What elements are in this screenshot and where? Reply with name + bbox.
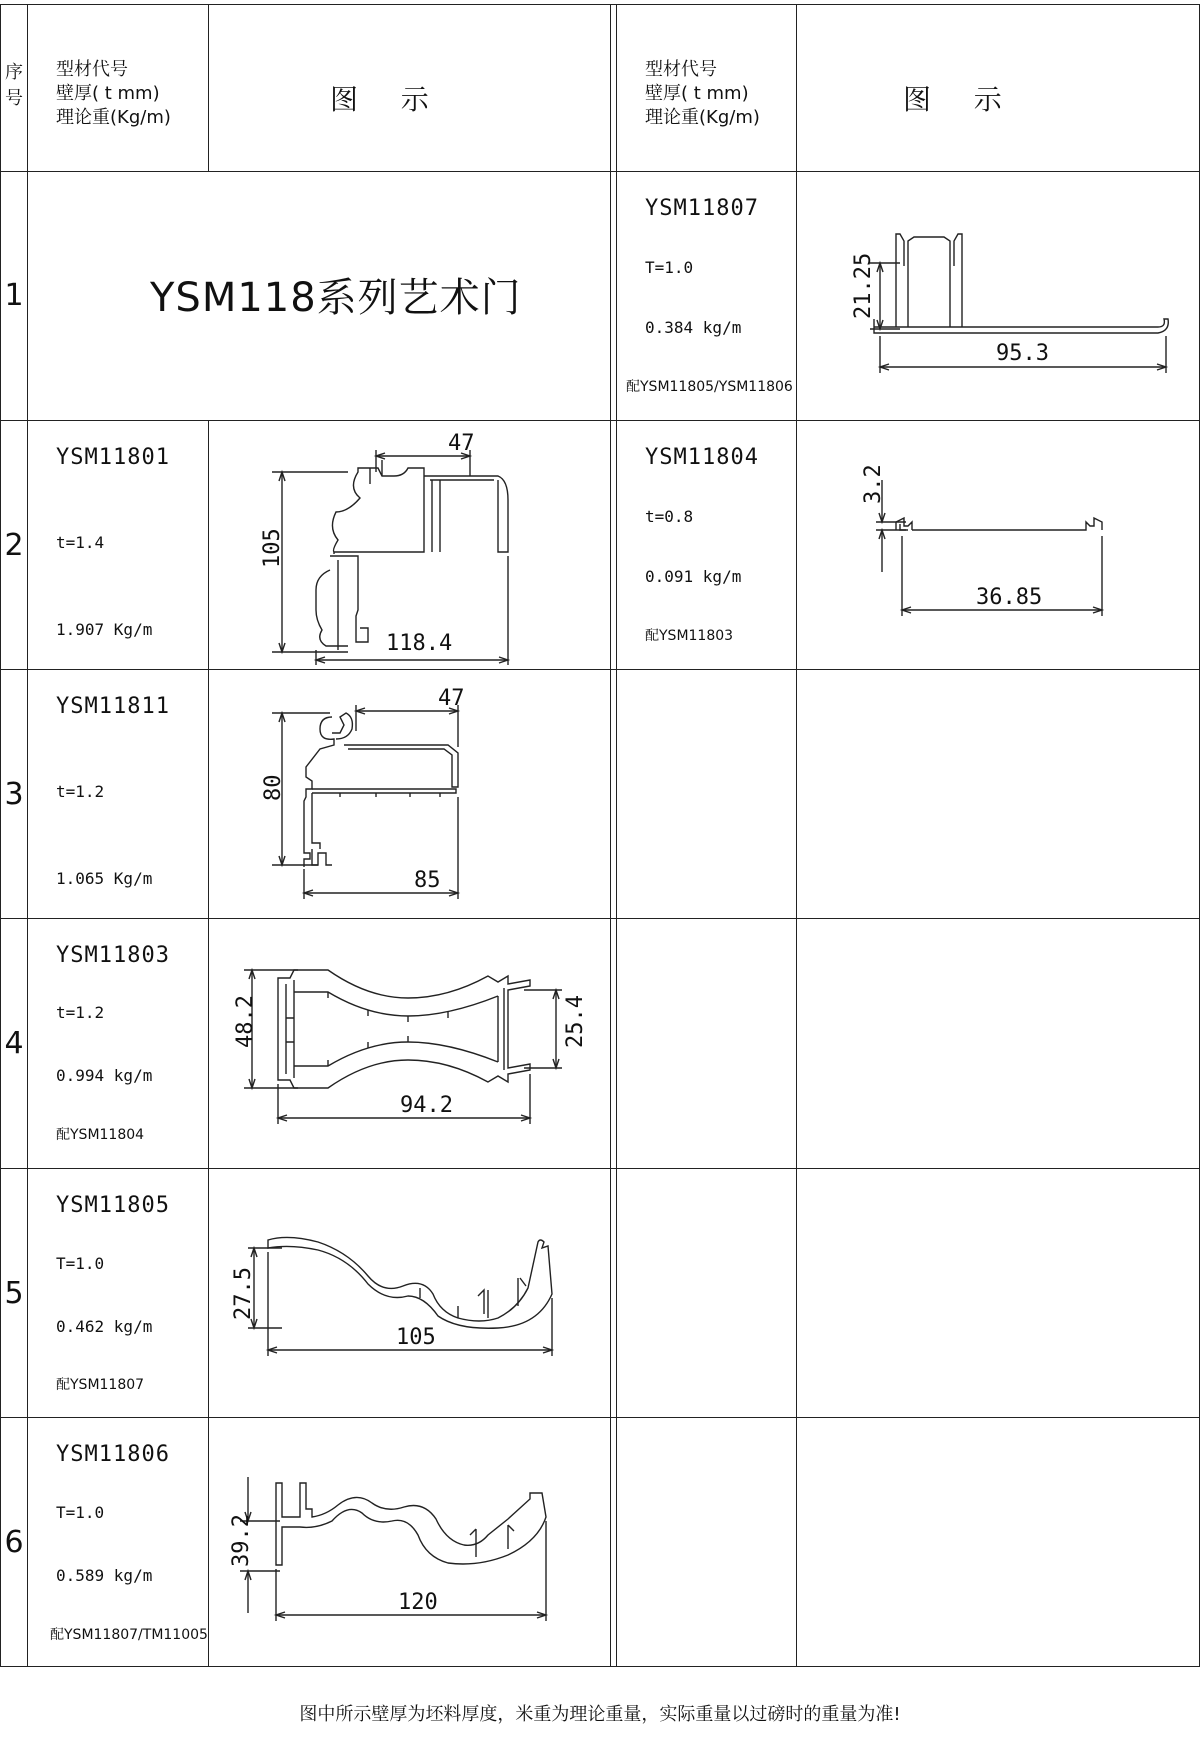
grid-line: [0, 4, 1, 1666]
theoretical-weight: 0.994 kg/m: [56, 1066, 153, 1085]
seq-number: 2: [4, 528, 24, 563]
dim-label: 80: [261, 774, 286, 801]
grid-line: [208, 4, 209, 171]
dim-label: 120: [398, 1590, 438, 1615]
code-header: 型材代号 壁厚( t mm) 理论重(Kg/m): [56, 59, 171, 128]
seq-number: 5: [4, 1276, 24, 1311]
profile-drawing-ysm11804: [796, 420, 1199, 669]
seq-number: 6: [4, 1525, 24, 1560]
wall-thickness: t=0.8: [645, 507, 694, 526]
grid-line: [27, 4, 28, 1666]
dim-label: 25.4: [563, 995, 588, 1048]
dim-label: 27.5: [231, 1267, 256, 1320]
theoretical-weight: 0.589 kg/m: [56, 1566, 153, 1585]
wall-thickness: t=1.4: [56, 533, 105, 552]
matching-note: 配YSM11807/TM11005: [50, 1627, 208, 1643]
profile-code: YSM11801: [56, 445, 170, 470]
profile-code: YSM11805: [56, 1193, 170, 1218]
footer-note: 图中所示壁厚为坯料厚度，米重为理论重量，实际重量以过磅时的重量为准!: [299, 1704, 901, 1725]
theoretical-weight: 0.462 kg/m: [56, 1317, 153, 1336]
profile-code: YSM11807: [645, 196, 759, 221]
dim-label: 36.85: [976, 585, 1043, 610]
grid-line: [610, 4, 611, 1666]
dim-label: 105: [260, 528, 285, 568]
theoretical-weight: 0.384 kg/m: [645, 318, 742, 337]
profile-drawing-ysm11807: [796, 171, 1199, 420]
figure-header-right: 图 示: [903, 83, 1006, 116]
wall-thickness: T=1.0: [56, 1254, 105, 1273]
profile-drawing-ysm11806: [208, 1417, 610, 1666]
theoretical-weight: 0.091 kg/m: [645, 567, 742, 586]
wall-thickness: T=1.0: [645, 258, 694, 277]
profile-drawing-ysm11803: [208, 918, 610, 1167]
seq-number: 3: [4, 777, 24, 812]
seq-number: 4: [4, 1026, 24, 1061]
dim-label: 39.2: [229, 1514, 254, 1567]
dim-label: 47: [448, 431, 475, 456]
dim-label: 85: [414, 868, 441, 893]
grid-line: [0, 1666, 1200, 1667]
dim-label: 95.3: [996, 341, 1049, 366]
code-header-right: 型材代号 壁厚( t mm) 理论重(Kg/m): [645, 59, 760, 128]
dim-label: 21.25: [851, 252, 876, 319]
seq-number: 1: [4, 278, 24, 313]
dim-label: 105: [396, 1325, 436, 1350]
dim-label: 94.2: [400, 1093, 453, 1118]
profile-code: YSM11804: [645, 445, 759, 470]
series-title: YSM118系列艺术门: [150, 275, 522, 321]
dim-label: 48.2: [233, 995, 258, 1048]
profile-code: YSM11806: [56, 1442, 170, 1467]
dim-label: 47: [438, 686, 465, 711]
matching-note: 配YSM11804: [56, 1127, 145, 1143]
grid-line: [0, 4, 1200, 5]
profile-drawing-ysm11801: [208, 420, 610, 669]
figure-header: 图 示: [330, 83, 433, 116]
wall-thickness: T=1.0: [56, 1503, 105, 1522]
profile-drawing-ysm11805: [208, 1168, 610, 1417]
seq-header: 序 号: [5, 62, 23, 109]
dim-label: 118.4: [386, 631, 453, 656]
wall-thickness: t=1.2: [56, 1003, 105, 1022]
matching-note: 配YSM11807: [56, 1377, 145, 1393]
theoretical-weight: 1.065 Kg/m: [56, 869, 153, 888]
matching-note: 配YSM11803: [645, 628, 734, 644]
dim-label: 3.2: [861, 464, 886, 504]
matching-note: 配YSM11805/YSM11806: [626, 379, 793, 395]
grid-line: [616, 4, 617, 1666]
profile-code: YSM11811: [56, 694, 170, 719]
wall-thickness: t=1.2: [56, 782, 105, 801]
profile-code: YSM11803: [56, 943, 170, 968]
theoretical-weight: 1.907 Kg/m: [56, 620, 153, 639]
profile-drawing-ysm11811: [208, 669, 610, 918]
